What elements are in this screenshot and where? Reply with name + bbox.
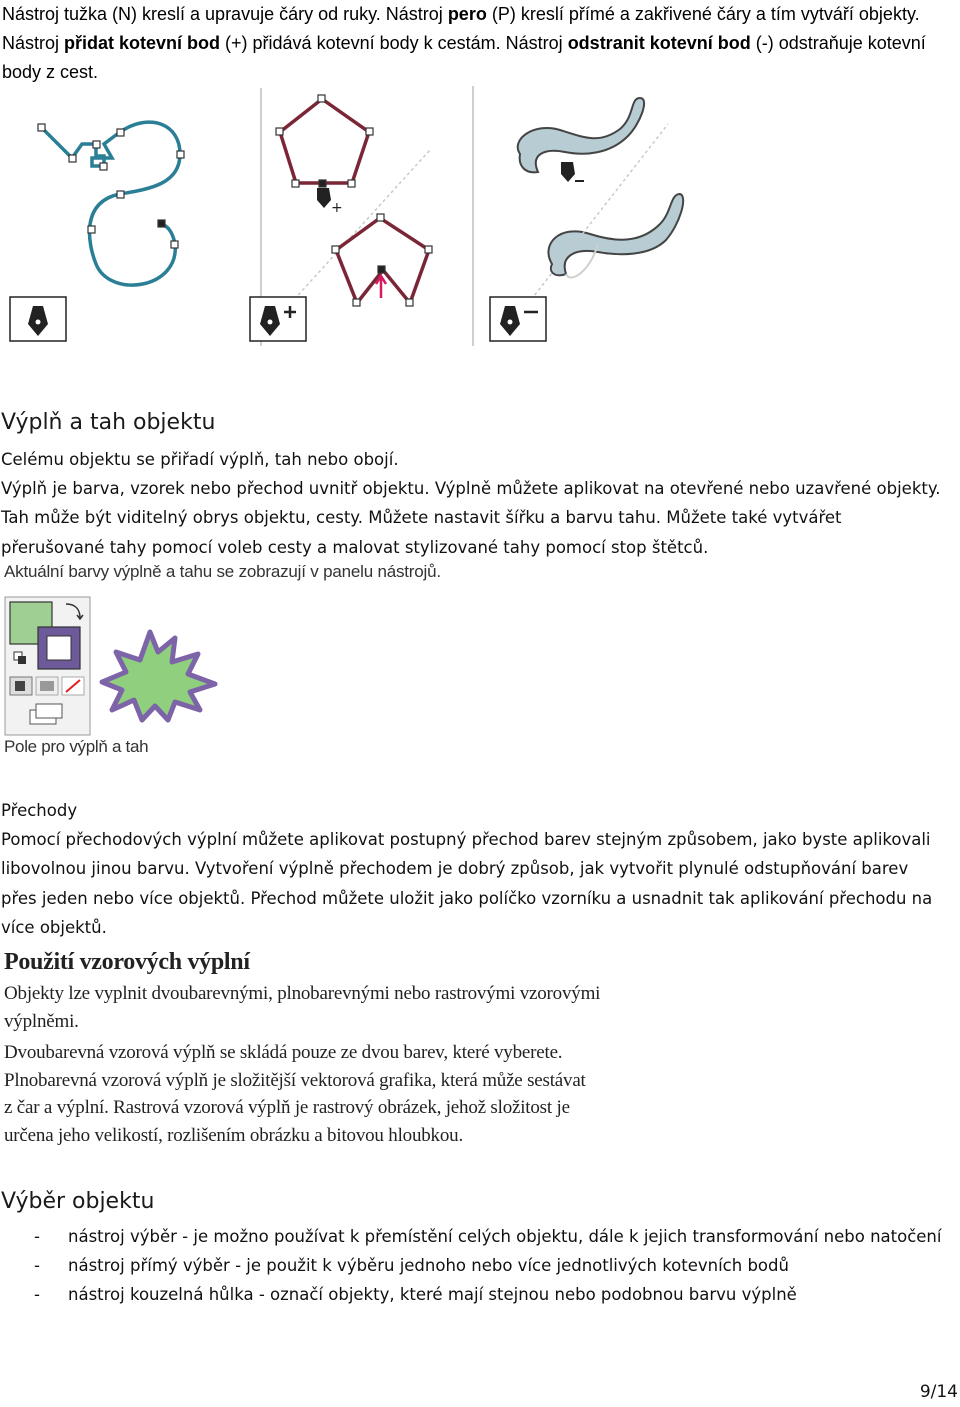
list-item-text: nástroj kouzelná hůlka - označí objekty, které mají stejnou nebo podobnou barvu výplně (68, 1285, 797, 1305)
maple-leaf-shape (102, 632, 215, 720)
pen-path-drawing (42, 122, 180, 285)
intro-text-4: (-) odstraňuje kotevní body z cest. (2, 33, 926, 82)
list-item-text: nástroj přímý výběr - je použit k výběru jednoho nebo více jednotlivých kotevních bodů (68, 1256, 789, 1276)
intro-bold-delete-anchor: odstranit kotevní bod (567, 33, 751, 53)
heading-object-selection: Výběr objektu (1, 1189, 155, 1214)
pen-cursor-minus-icon (561, 162, 584, 182)
pen-cursor-plus-icon (317, 188, 343, 216)
pen-tools-illustration (0, 84, 960, 349)
gradients-section (1, 796, 959, 942)
move-arrow-icon (376, 276, 386, 298)
text-line: přes jeden nebo více objektů. Přechod můžete uložit jako políčko vzorníku a usnadnit tak aplikování přechodu na (1, 888, 933, 908)
list-bullet: - (34, 1227, 40, 1246)
pentagon-bottom (336, 218, 429, 303)
text-line: Plnobarevná vzorová výplň je složitější vektorová grafika, která může sestávat (4, 1069, 586, 1091)
gradients-title: Přechody (1, 801, 78, 820)
fill-stroke-panel-illustration (0, 592, 240, 742)
pattern-fills-title: Použití vzorových výplní (4, 949, 250, 975)
intro-bold-pen: pero (447, 4, 487, 24)
swirl-shape-bottom (548, 194, 683, 275)
list-bullet: - (34, 1285, 40, 1305)
anchor-points (38, 124, 184, 248)
text-line: výplněmi. (4, 1010, 79, 1032)
text-line: Tah může být viditelný obrys objektu, cesty. Můžete nastavit šířku a barvu tahu. Můžete také vytvářet (1, 508, 842, 528)
page-number: 9/14 (919, 1382, 958, 1402)
selection-tools-list (1, 1222, 959, 1310)
intro-text-2: (P) kreslí přímé a zakřivené čáry a tím vytváří objekty. Nástroj (2, 4, 920, 53)
intro-text-3: (+) přidává kotevní body k cestám. Nástroj (220, 33, 568, 53)
text-line: Celému objektu se přiřadí výplň, tah nebo obojí. (1, 450, 399, 469)
list-item (1, 1222, 959, 1251)
fill-stroke-caption: Aktuální barvy výplně a tahu se zobrazují v panelu nástrojů. (4, 562, 441, 581)
text-line: určena jeho velikostí, rozlišením obrázku a bitovou hloubkou. (4, 1124, 463, 1146)
add-anchor-point-tool-icon (250, 297, 306, 341)
text-line: přerušované tahy pomocí voleb cesty a malovat stylizované tahy pomocí stop štětců. (1, 537, 709, 557)
text-line: Objekty lze vyplnit dvoubarevnými, plnobarevnými nebo rastrovými vzorovými (4, 983, 601, 1004)
pentagon-top (280, 99, 369, 183)
intro-text-1: Nástroj tužka (N) kreslí a upravuje čáry od ruky. Nástroj (2, 4, 448, 24)
swirl-shape-top (518, 98, 644, 172)
list-item-text: nástroj výběr - je možno používat k přemístění celých objektu, dále k jejich transformování nebo natočení (68, 1227, 942, 1246)
list-item (1, 1251, 959, 1280)
svg-text:+: + (331, 200, 343, 216)
list-bullet: - (34, 1256, 40, 1276)
text-line: libovolnou jinou barvu. Vytvoření výplně přechodem je dobrý způsob, jak vytvořit plynulé odstupňování barev (1, 859, 909, 879)
text-line: Dvoubarevná vzorová výplň se skládá pouze ze dvou barev, které vyberete. (4, 1042, 563, 1064)
pen-tool-icon (10, 297, 66, 341)
pentagon-anchors (276, 95, 373, 187)
text-line: z čar a výplní. Rastrová vzorová výplň je rastrový obrázek, jehož složitost je (4, 1097, 570, 1119)
text-line: více objektů. (1, 917, 107, 937)
intro-bold-add-anchor: přidat kotevní bod (64, 33, 221, 53)
fill-stroke-text (1, 445, 959, 562)
heading-fill-stroke: Výplň a tah objektu (1, 410, 216, 435)
pattern-fills-block (4, 944, 764, 1150)
fill-stroke-fields-caption: Pole pro výplň a tah (4, 737, 149, 756)
tool-panel (5, 597, 90, 735)
intro-paragraph (2, 0, 952, 87)
text-line: Pomocí přechodových výplní můžete aplikovat postupný přechod barev stejným způsobem, jako byste aplikovali (1, 830, 931, 850)
delete-anchor-point-tool-icon (490, 297, 546, 341)
list-item (1, 1280, 959, 1309)
text-line: Výplň je barva, vzorek nebo přechod uvnitř objektu. Výplně můžete aplikovat na otevřené nebo uzavřené objekty. (1, 479, 941, 499)
